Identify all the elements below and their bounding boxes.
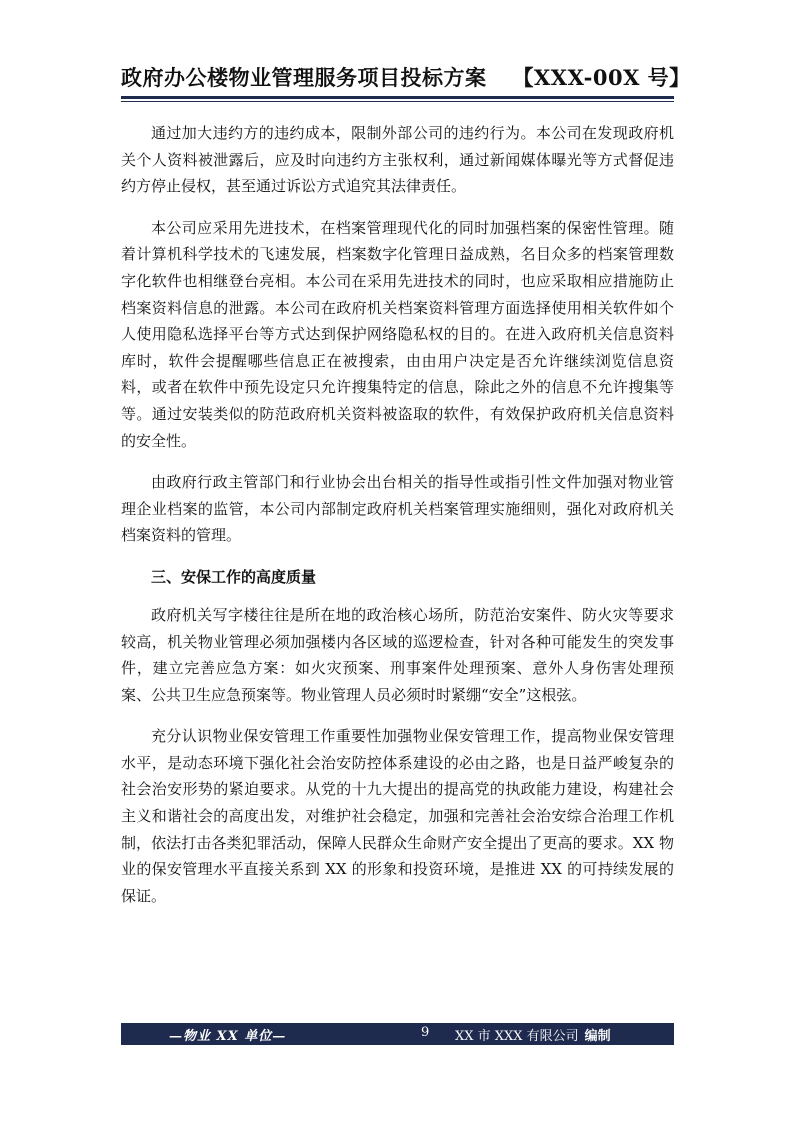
paragraph-3: 由政府行政主管部门和行业协会出台相关的指导性或指引性文件加强对物业管理企业档案的监管，本公司内部制定政府机关档案管理实施细则，强化对政府机关档案资料的管理。: [121, 473, 674, 545]
paragraph-1: 通过加大违约方的违约成本，限制外部公司的违约行为。本公司在发现政府机关个人资料被泄露后，应及时向违约方主张权利，通过新闻媒体曝光等方式督促违约方停止侵权，甚至通过诉讼方式追究其法律责任。: [121, 124, 674, 196]
page-header: [121, 62, 691, 92]
header-rule-thick: [121, 96, 674, 99]
edited-label: 编制: [584, 1029, 611, 1044]
company-name: XX 市 XXX 有限公司: [455, 1029, 579, 1044]
header-rule-thin: [121, 101, 674, 102]
paragraph-4: 政府机关写字楼往往是所在地的政治核心场所，防范治安案件、防火灾等要求较高，机关物业管理必须加强楼内各区域的巡逻检查，针对各种可能发生的突发事件，建立完善应急方案：如火灾预案、刑事案件处理预案、意外人身伤害处理预案、公共卫生应急预案等。物业管理人员必须时时紧绷“安全”这根弦。: [121, 605, 674, 704]
document-code: 【XXX-00X 号】: [512, 65, 691, 90]
section-heading: 三、安保工作的高度质量: [151, 567, 317, 586]
footer-company: [455, 1025, 611, 1044]
paragraph-2: 本公司应采用先进技术，在档案管理现代化的同时加强档案的保密性管理。随着计算机科学技术的飞速发展，档案数字化管理日益成熟，名目众多的档案管理数字化软件也相继登台亮相。本公司在采用先进技术的同时，也应采取相应措施防止档案资料信息的泄露。本公司在政府机关档案资料管理方面选择使用相关软件如个人使用隐私选择平台等方式达到保护网络隐私权的目的。在进入政府机关信息资料库时，软件会提醒哪些信息正在被搜索，由由用户决定是否允许继续浏览信息资料，或者在软件中预先设定只允许搜集特定的信息，除此之外的信息不允许搜集等等。通过安装类似的防范政府机关资料被盗取的软件，有效保护政府机关信息资料的安全性。: [121, 218, 674, 450]
document-title: 政府办公楼物业管理服务项目投标方案: [121, 65, 487, 90]
document-body: [121, 120, 674, 924]
page-number: 9: [421, 1025, 430, 1040]
paragraph-5: 充分认识物业保安管理工作重要性加强物业保安管理工作，提高物业保安管理水平，是动态环境下强化社会治安防控体系建设的必由之路，也是日益严峻复杂的社会治安形势的紧迫要求。从党的十九大提出的提高党的执政能力建设，构建社会主义和谐社会的高度出发，对维护社会稳定，加强和完善社会治安综合治理工作机制，依法打击各类犯罪活动，保障人民群众生命财产安全提出了更高的要求。XX 物业的保安管理水平直接关系到 XX 的形象和投资环境，是推进 XX 的可持续发展的保证。: [121, 727, 674, 905]
footer-unit: —物业 XX 单位—: [169, 1029, 287, 1044]
page-footer: [121, 1023, 674, 1045]
